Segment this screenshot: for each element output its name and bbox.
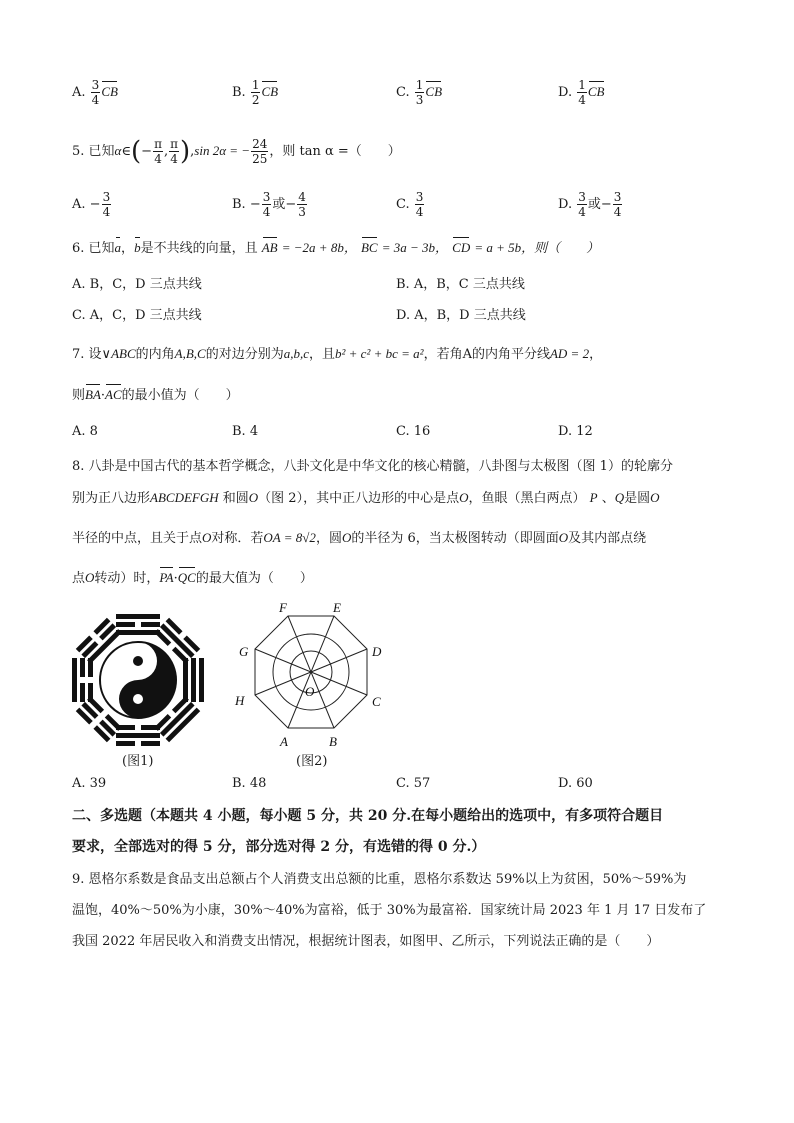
label-o: O bbox=[305, 684, 315, 699]
q9-stem-line2: 温饱，40%～50%为小康，30%～40%为富裕，低于 30%为最富裕．国家统计局 2023 年 1 月 17 日发布了 bbox=[72, 903, 707, 918]
q7-option-d[interactable]: D. 12 bbox=[558, 424, 593, 439]
q6-stem: 6. 已知a，b是不共线的向量，且 AB = −2a + 8b， BC = 3a − 3b， CD = a + 5b，则（ ） bbox=[72, 240, 600, 256]
q8-option-b[interactable]: B. 48 bbox=[232, 776, 267, 791]
label-c: C bbox=[372, 694, 381, 709]
fraction: $\frac{1}{2}$ bbox=[251, 78, 260, 107]
q4-option-a[interactable]: A. $\frac{3}{4}$ CB bbox=[72, 78, 118, 107]
vector-cb: CB bbox=[425, 84, 443, 99]
vector-cb: CB bbox=[587, 84, 605, 99]
q9-stem-line1: 9. 恩格尔系数是食品支出总额占个人消费支出总额的比重，恩格尔系数达 59%以上为贫困，50%～59%为 bbox=[72, 872, 687, 887]
vector-cb: CB bbox=[101, 84, 118, 99]
q4-option-c[interactable]: C. $\frac{1}{3}$ CB bbox=[396, 78, 443, 107]
fraction: $\frac{3}{4}$ bbox=[91, 78, 100, 107]
label-a: A bbox=[280, 734, 288, 749]
q5-option-a[interactable]: A. − $\frac{3}{4}$ bbox=[72, 190, 111, 219]
q5-option-c[interactable]: C. $\frac{3}{4}$ bbox=[396, 190, 424, 219]
q8-stem-line4: 点O转动）时，PA·QC的最大值为（ ） bbox=[72, 570, 313, 586]
q4-option-b[interactable]: B. $\frac{1}{2}$ CB bbox=[232, 78, 279, 107]
fraction: $\frac{1}{4}$ bbox=[578, 78, 586, 107]
label-f: F bbox=[279, 600, 287, 615]
q8-stem-line1: 8. 八卦是中国古代的基本哲学概念，八卦文化是中华文化的核心精髓，八卦图与太极图（图 1）的轮廓分 bbox=[72, 459, 673, 474]
label-d: D bbox=[372, 644, 382, 659]
label-b: B bbox=[329, 734, 337, 749]
label-h: H bbox=[235, 693, 245, 708]
fraction: $\frac{1}{3}$ bbox=[415, 78, 424, 107]
q7-option-c[interactable]: C. 16 bbox=[396, 424, 431, 439]
q7-option-a[interactable]: A. 8 bbox=[72, 424, 98, 439]
q7-stem-line1: 7. 设∨ABC的内角A,B,C的对边分别为a,b,c，且b² + c² + bc = a²，若角A的内角平分线AD = 2， bbox=[72, 346, 603, 362]
q8-option-c[interactable]: C. 57 bbox=[396, 776, 431, 791]
q5-option-b[interactable]: B. − $\frac{3}{4}$ 或− $\frac{4}{3}$ bbox=[232, 190, 306, 219]
vector-cb: CB bbox=[261, 84, 279, 99]
section2-heading-line1: 二、多选题（本题共 4 小题，每小题 5 分，共 20 分.在每小题给出的选项中，有多项符合题目 bbox=[72, 808, 664, 824]
label-g: G bbox=[239, 644, 249, 659]
q6-option-a[interactable]: A. B，C，D 三点共线 bbox=[72, 277, 202, 292]
q8-stem-line2: 别为正八边形ABCDEFGH 和圆O（图 2），其中正八边形的中心是点O，鱼眼（黑白两点） P 、Q是圆O bbox=[72, 490, 660, 506]
q5-stem: 5. 已知α∈(− $\frac{\pi}{4}$ , $\frac{\pi}{4}$ ),sin 2α = − $\frac{24}{25}$ ，则 tan α =（ ） bbox=[72, 136, 401, 167]
q6-option-d[interactable]: D. A，B，D 三点共线 bbox=[396, 308, 526, 323]
q7-option-b[interactable]: B. 4 bbox=[232, 424, 259, 439]
q8-stem-line3: 半径的中点，且关于点O对称．若OA = 8√2，圆O的半径为 6，当太极图转动（即圆面O及其内部点绕 bbox=[72, 530, 647, 546]
section2-heading-line2: 要求，全部选对的得 5 分，部分选对得 2 分，有选错的得 0 分.） bbox=[72, 839, 486, 855]
q8-option-a[interactable]: A. 39 bbox=[72, 776, 107, 791]
figure1-caption: (图1) bbox=[122, 754, 154, 769]
bagua-taiji-figure bbox=[68, 610, 208, 750]
figure2-caption: (图2) bbox=[296, 754, 328, 769]
q4-option-d[interactable]: D. $\frac{1}{4}$ CB bbox=[558, 78, 605, 107]
q7-stem-line2: 则BA·AC的最小值为（ ） bbox=[72, 387, 239, 403]
q9-stem-line3: 我国 2022 年居民收入和消费支出情况，根据统计图表，如图甲、乙所示，下列说法正确的是（ ） bbox=[72, 934, 660, 949]
octagon-circle-figure bbox=[230, 598, 392, 758]
label-e: E bbox=[333, 600, 341, 615]
q5-option-d[interactable]: D. $\frac{3}{4}$ 或− $\frac{3}{4}$ bbox=[558, 190, 622, 219]
q6-option-c[interactable]: C. A，C，D 三点共线 bbox=[72, 308, 202, 323]
q6-option-b[interactable]: B. A，B，C 三点共线 bbox=[396, 277, 525, 292]
q8-option-d[interactable]: D. 60 bbox=[558, 776, 593, 791]
